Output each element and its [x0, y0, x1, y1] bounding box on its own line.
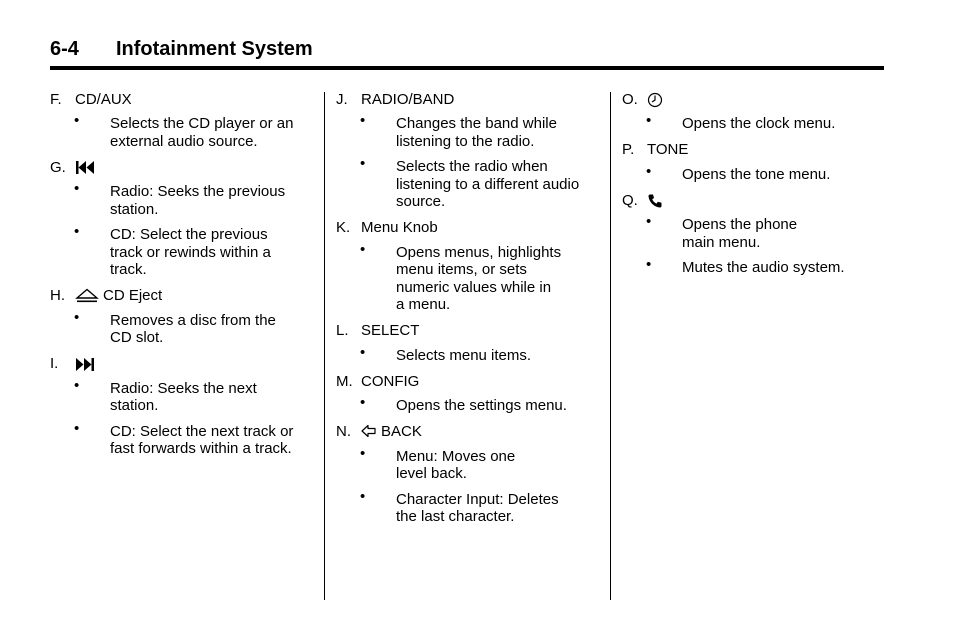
bullet-text: Opens the phone main menu. [682, 216, 798, 251]
list-item [336, 423, 602, 442]
item-letter: H. [50, 287, 65, 305]
bullet-text: Radio: Seeks the next station. [110, 379, 257, 414]
item-letter: Q. [622, 191, 638, 209]
bullet-text: Removes a disc from the CD slot. [110, 311, 276, 346]
bullet-text: CD: Select the next track or fast forwards within a track. [110, 422, 294, 457]
item-letter: I. [50, 355, 59, 373]
bullet-text: Selects menu items. [396, 346, 532, 364]
bullet-dot: • [74, 308, 80, 326]
item-letter: M. [336, 372, 353, 390]
bullet-point [622, 112, 882, 133]
list-item [622, 141, 882, 160]
bullet-dot: • [360, 155, 366, 172]
bullet-text: Mutes the audio system. [682, 259, 845, 276]
item-letter: N. [336, 423, 351, 441]
bullet-text: Opens the clock menu. [682, 115, 836, 132]
bullet-text: Radio: Seeks the previous station. [110, 183, 286, 218]
bullet-dot: • [360, 112, 366, 129]
bullet-text: Selects the CD player or an external audio source. [110, 115, 294, 150]
item-label: TONE [647, 141, 689, 159]
item-label: RADIO/BAND [361, 90, 455, 108]
bullet-point [622, 213, 882, 251]
item-letter: L. [336, 322, 349, 340]
bullet-dot: • [74, 112, 80, 129]
phone-icon [647, 193, 663, 209]
bullet-point [50, 223, 318, 279]
clock-icon [647, 92, 663, 108]
list-item [336, 90, 602, 109]
column-1 [50, 90, 318, 466]
list-item [622, 191, 882, 210]
bullet-dot: • [360, 343, 366, 361]
list-item [50, 355, 318, 374]
bullet-point [336, 343, 602, 365]
seek-previous-icon [75, 160, 95, 175]
column-divider [610, 92, 611, 600]
list-item [336, 219, 602, 238]
bullet-point [50, 308, 318, 347]
bullet-dot: • [646, 213, 652, 230]
section-title: Infotainment System [116, 38, 313, 60]
column-3 [622, 90, 882, 285]
bullet-dot: • [646, 256, 652, 273]
bullet-dot: • [646, 162, 652, 180]
item-letter: F. [50, 90, 62, 108]
column-2 [336, 90, 602, 534]
bullet-text: Character Input: Deletes the last character. [396, 490, 559, 525]
bullet-dot: • [360, 240, 366, 258]
item-label: Menu Knob [361, 219, 438, 237]
bullet-text: Changes the band while listening to the radio. [396, 115, 557, 150]
bullet-point [336, 112, 602, 150]
bullet-point [50, 419, 318, 458]
bullet-dot: • [360, 487, 366, 505]
item-label: CD Eject [103, 287, 163, 305]
item-letter: G. [50, 158, 66, 176]
item-label: BACK [381, 423, 422, 441]
bullet-point [336, 487, 602, 526]
bullet-text: Opens the tone menu. [682, 165, 831, 183]
bullet-point [50, 376, 318, 415]
bullet-point [622, 256, 882, 277]
bullet-text: Opens the settings menu. [396, 397, 567, 414]
list-item [50, 158, 318, 177]
list-item [50, 287, 318, 306]
item-label: CONFIG [361, 372, 420, 390]
bullet-dot: • [646, 112, 652, 129]
item-letter: O. [622, 90, 638, 108]
bullet-point [336, 394, 602, 415]
page-header [50, 38, 884, 70]
bullet-dot: • [360, 444, 366, 462]
bullet-point [50, 180, 318, 218]
bullet-dot: • [74, 376, 80, 394]
bullet-text: Opens menus, highlights menu items, or sets numeric values while in a menu. [396, 243, 562, 313]
eject-icon [75, 288, 99, 304]
list-item [622, 90, 882, 109]
bullet-dot: • [74, 180, 80, 197]
bullet-dot: • [74, 419, 80, 437]
column-divider [324, 92, 325, 600]
item-label: CD/AUX [75, 90, 132, 108]
bullet-point [336, 155, 602, 211]
item-label: SELECT [361, 322, 420, 340]
bullet-text: Menu: Moves one level back. [396, 447, 516, 482]
item-letter: P. [622, 141, 635, 159]
item-letter: J. [336, 90, 348, 108]
bullet-text: Selects the radio when listening to a different audio source. [396, 158, 580, 210]
list-item [50, 90, 318, 109]
item-letter: K. [336, 219, 351, 237]
bullet-text: CD: Select the previous track or rewinds within a track. [110, 226, 271, 278]
bullet-point [622, 162, 882, 184]
bullet-dot: • [360, 394, 366, 411]
bullet-point [336, 444, 602, 483]
list-item [336, 372, 602, 391]
bullet-point [50, 112, 318, 150]
seek-next-icon [75, 357, 95, 372]
back-arrow-icon [361, 424, 377, 440]
page-number: 6-4 [50, 38, 79, 60]
list-item [336, 322, 602, 341]
bullet-dot: • [74, 223, 80, 240]
bullet-point [336, 240, 602, 314]
